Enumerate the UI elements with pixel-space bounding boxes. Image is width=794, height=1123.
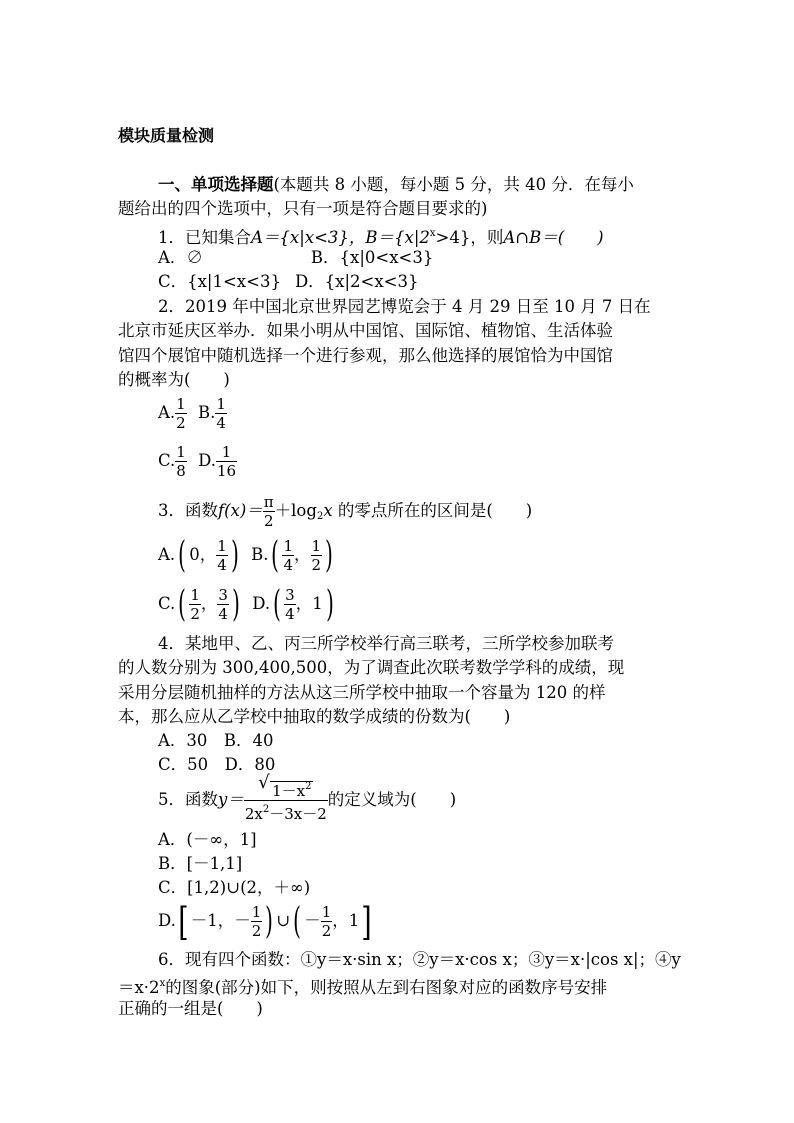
q5-d-rbracket: ] xyxy=(361,899,372,944)
sqrt-sign-icon: √ xyxy=(258,772,270,793)
q3-a-num: 1 xyxy=(217,537,227,555)
q2-line-4: 的概率为( ) xyxy=(118,370,230,389)
page-title: 模块质量检测 xyxy=(118,126,215,145)
q5-d-rparen-1: ) xyxy=(265,900,274,942)
q1-options-ab xyxy=(158,247,433,269)
section-desc-1: (本题共 8 小题，每小题 5 分，共 40 分．在每小 xyxy=(273,175,634,194)
q3-stem-a: 3．函数 xyxy=(158,501,218,520)
q3-c-lparen: ( xyxy=(178,583,187,625)
q3-log: ＋log xyxy=(274,501,317,520)
q4-line-4: 本，那么应从乙学校中抽取的数学成绩的份数为( ) xyxy=(118,707,511,726)
q3-c-fraction-1 xyxy=(189,586,201,623)
q3-option-b-label: B. xyxy=(251,545,269,564)
q5-den-rest: －3x－2 xyxy=(269,805,327,823)
q1-set-b-end: >4}，则 xyxy=(435,228,504,247)
q5-num-text: 1－x xyxy=(272,782,306,800)
q6-line-1: 6．现有四个函数：①y＝x·sin x；②y＝x·cos x；③y＝x·|cos x|；④y xyxy=(158,950,681,969)
q1-option-d: D．{x|2<x<3} xyxy=(294,272,419,291)
q5-den-text: 2x xyxy=(244,805,263,823)
q5-num-sup: 2 xyxy=(305,781,312,792)
q1-set-b: B＝{x|2 xyxy=(365,228,430,247)
q4-line-1: 4．某地甲、乙、丙三所学校举行高三联考，三所学校参加联考 xyxy=(158,634,614,653)
q3-a-den: 4 xyxy=(217,556,227,574)
q6-line-3: 正确的一组是( ) xyxy=(118,999,263,1018)
q3-c-fraction-2 xyxy=(217,586,229,623)
q3-b-rparen: ) xyxy=(325,534,333,576)
q2-option-c-fraction xyxy=(175,443,187,480)
q2-line-1: 2．2019 年中国北京世界园艺博览会于 4 月 29 日至 10 月 7 日在 xyxy=(158,297,651,316)
q5-d-b: － xyxy=(304,911,321,930)
q5-numerator xyxy=(244,772,328,801)
q5-d-fraction-1 xyxy=(251,903,263,940)
q3-b-n2: 1 xyxy=(311,537,322,555)
q1-options-cd xyxy=(158,271,418,293)
q2-a-num: 1 xyxy=(176,395,186,413)
q6-line-2a: ＝x·2 xyxy=(118,978,160,997)
q3-c-n2: 3 xyxy=(218,586,228,604)
q2-options-ab xyxy=(158,394,227,432)
q3-d-right: 1 xyxy=(312,594,323,613)
q5-radicand xyxy=(270,781,313,800)
q2-line-3: 馆四个展馆中随机选择一个进行参观，那么他选择的展馆恰为中国馆 xyxy=(118,346,613,365)
q5-den-sup: 2 xyxy=(262,804,270,815)
q1-set-b-sup: x xyxy=(429,228,436,239)
q3-option-d-label: D. xyxy=(252,594,271,613)
q2-c-den: 8 xyxy=(176,462,186,480)
q1-ask: A∩B＝( ) xyxy=(503,228,604,247)
q3-b-lparen: ( xyxy=(271,534,280,576)
q2-d-num: 1 xyxy=(216,443,237,462)
q3-b-fraction-1 xyxy=(282,537,294,574)
q3-c-d2: 4 xyxy=(218,605,228,623)
q6-line-2 xyxy=(118,973,607,999)
q5-option-a: A．(－∞，1] xyxy=(158,830,257,849)
q3-option-a-label: A. xyxy=(158,545,176,564)
q3-stem-b: 的零点所在的区间是( ) xyxy=(332,501,533,520)
q2-c-num: 1 xyxy=(176,443,186,461)
q5-d-cup: ∪ xyxy=(276,911,291,930)
q2-a-den: 2 xyxy=(176,414,186,432)
q2-option-d-label: D. xyxy=(198,451,216,470)
q4-line-2: 的人数分别为 300,400,500，为了调查此次联考数学学科的成绩，现 xyxy=(118,658,625,677)
q2-option-a-label: A. xyxy=(158,403,176,422)
q1-stem xyxy=(158,223,604,249)
q1-stem-text: 1．已知集合 xyxy=(158,228,251,247)
q3-d-n1: 3 xyxy=(285,586,295,604)
q3-a-fraction xyxy=(216,537,228,574)
q4-line-3: 采用分层随机抽样的方法从这三所学校中抽取一个容量为 120 的样 xyxy=(118,683,606,702)
q5-d-d1: 2 xyxy=(251,922,262,940)
q5-sqrt xyxy=(258,772,313,800)
q5-option-d xyxy=(158,900,374,942)
q3-options-cd: C.( $\frac{1}{2}$ ， $\frac{3}{4}$ ) D.( $\frac{3}{4}$ ，1) xyxy=(158,583,334,625)
q5-d-n2: 1 xyxy=(321,903,332,921)
q3-option-c-label: C. xyxy=(158,594,176,613)
q3-a-rparen: ) xyxy=(230,534,239,576)
q1-option-c: C．{x|1<x<3} xyxy=(158,272,281,291)
q3-c-rparen: ) xyxy=(232,583,240,625)
q5-option-d-label: D. xyxy=(158,911,176,930)
q3-d-rparen: ) xyxy=(325,583,334,625)
q5-fraction xyxy=(244,772,328,823)
q5-d-d2: 2 xyxy=(321,922,332,940)
q4-options-cd: C．50 D．80 xyxy=(158,755,276,774)
q3-fx: f(x)＝ xyxy=(218,501,263,520)
q3-options-ab: A.( 0， $\frac{1}{4}$ ) B.( $\frac{1}{4}$ ， $\frac{1}{2}$ ) xyxy=(158,534,333,576)
q3-c-n1: 1 xyxy=(190,586,200,604)
q3-a-left: 0， xyxy=(189,545,217,564)
section-desc-2: 题给出的四个选项中，只有一项是符合题目要求的) xyxy=(118,199,488,218)
q2-line-2: 北京市延庆区举办．如果小明从中国馆、国际馆、植物馆、生活体验 xyxy=(118,321,613,340)
q5-d-n1: 1 xyxy=(251,903,262,921)
q5-d-fraction-2 xyxy=(321,903,333,940)
q2-option-c-label: C. xyxy=(158,451,176,470)
q3-b-d1: 4 xyxy=(283,556,294,574)
q3-pi: π xyxy=(263,493,274,511)
q5-d-lparen-2: ( xyxy=(293,900,302,942)
q2-option-b-fraction xyxy=(215,395,227,432)
q3-pi-fraction xyxy=(263,493,275,530)
q1-set-a: A＝{x|x<3}， xyxy=(251,228,366,247)
q3-d-d1: 4 xyxy=(285,605,295,623)
q2-b-num: 1 xyxy=(216,395,226,413)
q1-option-b: B．{x|0<x<3} xyxy=(310,248,434,267)
q6-line-2-sup: x xyxy=(159,978,166,989)
section-heading: 一、单项选择题 xyxy=(158,175,274,194)
q2-options-cd xyxy=(158,442,237,480)
q5-denominator xyxy=(244,801,328,823)
q5-stem xyxy=(158,772,457,823)
q5-d-end: ，1 xyxy=(332,911,360,930)
q3-stem xyxy=(158,492,532,536)
q2-option-d-fraction xyxy=(216,443,237,480)
q1-option-a: A．∅ xyxy=(158,248,203,267)
q3-d-lparen: ( xyxy=(273,583,282,625)
q5-d-lbracket: [ xyxy=(178,899,189,944)
q5-y: y＝ xyxy=(218,790,244,809)
q3-log-sub: 2 xyxy=(316,511,324,522)
q3-c-d1: 2 xyxy=(190,605,200,623)
q2-b-den: 4 xyxy=(216,414,226,432)
q6-line-2b: 的图象(部分)如下，则按照从左到右图象对应的函数序号安排 xyxy=(165,978,608,997)
section-line-1 xyxy=(158,174,634,196)
q2-option-a-fraction xyxy=(175,395,187,432)
q5-stem-a: 5．函数 xyxy=(158,790,218,809)
q5-option-b: B．[－1,1] xyxy=(158,854,243,873)
q3-x: x xyxy=(323,501,333,520)
q5-stem-b: 的定义域为( ) xyxy=(327,790,457,809)
q3-b-fraction-2 xyxy=(311,537,323,574)
q2-option-b-label: B. xyxy=(197,403,216,422)
q5-option-c: C．[1,2)∪(2，＋∞) xyxy=(158,878,311,897)
q5-d-a: －1，－ xyxy=(190,911,251,930)
q2-d-den: 16 xyxy=(216,462,237,480)
q3-b-n1: 1 xyxy=(283,537,294,555)
q3-b-d2: 2 xyxy=(311,556,322,574)
q3-d-fraction xyxy=(284,586,296,623)
q4-options-ab: A．30 B．40 xyxy=(158,731,274,750)
q3-two: 2 xyxy=(263,512,274,530)
q3-a-lparen: ( xyxy=(178,534,187,576)
